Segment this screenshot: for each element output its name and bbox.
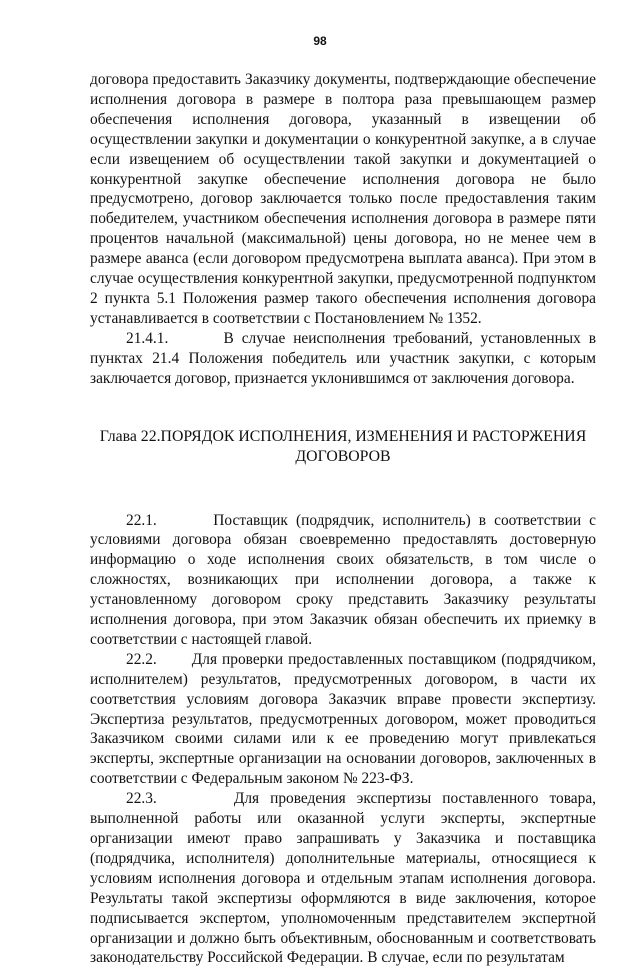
document-body (90, 70, 596, 968)
paragraph-22-1: 22.1. Поставщик (подрядчик, исполнитель) в соответствии с условиями договора обязан своевременно предоставлять достоверную информацию о ходе исполнения своих обязательств, в том числе о сложностях, возникающих при исполнении договора, а также к установленному договором сроку представить Заказчику результаты исполнения договора, при этом Заказчик обязан обеспечить их приемку в соответствии с настоящей главой. (90, 511, 596, 648)
page-number: 98 (313, 34, 327, 48)
chapter-heading: Глава 22.ПОРЯДОК ИСПОЛНЕНИЯ, ИЗМЕНЕНИЯ И РАСТОРЖЕНИЯ ДОГОВОРОВ (99, 427, 587, 465)
paragraph-continuation: договора предоставить Заказчику документы, подтверждающие обеспечение исполнения договора в размере в полтора раза превышающем размер обеспечения исполнения договора, указанный в извещении об осуществлении закупки и документации о конкурентной закупке, а в случае если извещением об осуществлении такой закупки и документацией о конкурентной закупке обеспечение исполнения договора не было предусмотрено, договор заключается только после предоставления таким победителем, участником обеспечения исполнения договора в размере пяти процентов начальной (максимальной) цены договора, но не менее чем в размере аванса (если договором предусмотрена выплата аванса). При этом в случае осуществления конкурентной закупки, предусмотренной подпунктом 2 пункта 5.1 Положения размер такого обеспечения исполнения договора устанавливается в соответствии с Постановлением № 1352. (90, 71, 596, 327)
paragraph-21-4-1: 21.4.1. В случае неисполнения требований, установленных в пунктах 21.4 Положения победитель или участник закупки, с которым заключается договор, признается уклонившимся от заключения договора. (90, 329, 596, 387)
paragraph-22-3: 22.3. Для проведения экспертизы поставленного товара, выполненной работы или оказанной услуги эксперты, экспертные организации имеют право запрашивать у Заказчика и поставщика (подрядчика, исполнителя) дополнительные материалы, относящиеся к условиям исполнения договора и отдельным этапам исполнения договора. Результаты такой экспертизы оформляются в виде заключения, которое подписывается экспертом, уполномоченным представителем экспертной организации и должно быть объективным, обоснованным и соответствовать законодательству Российской Федерации. В случае, если по результатам (90, 790, 596, 967)
paragraph-22-2: 22.2. Для проверки предоставленных поставщиком (подрядчиком, исполнителем) результатов, предусмотренных договором, в части их соответствия условиям договора Заказчик вправе провести экспертизу. Экспертиза результатов, предусмотренных договором, может проводиться Заказчиком своими силами или к ее проведению могут привлекаться эксперты, экспертные организации на основании договоров, заключенных в соответствии с Федеральным законом № 223-ФЗ. (90, 650, 596, 788)
